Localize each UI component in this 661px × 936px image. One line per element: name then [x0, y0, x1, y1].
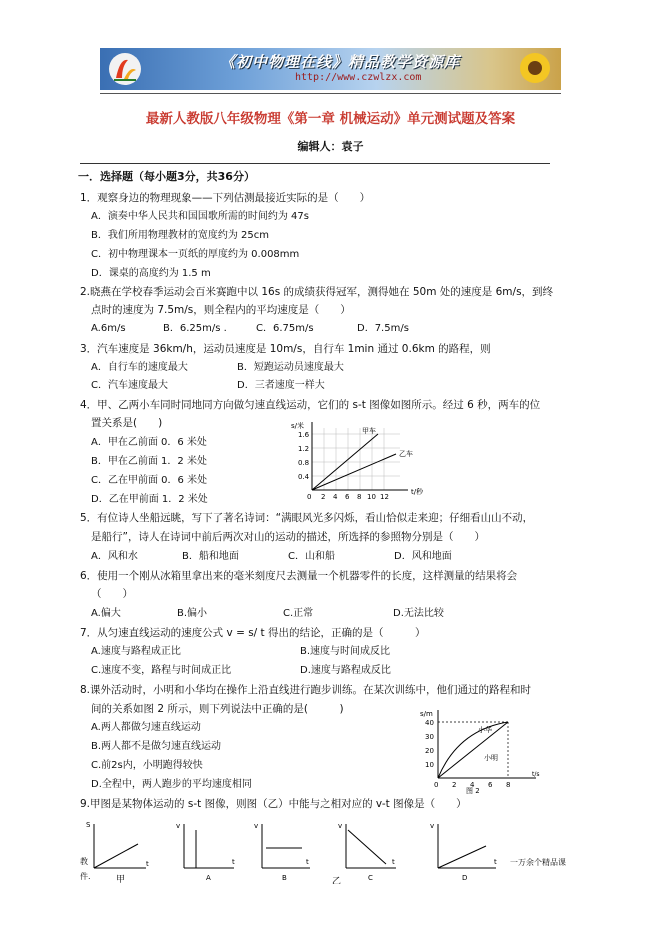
footer-right: 一万余个精品课 [510, 858, 566, 867]
q4-option-b: B．甲在乙前面 1．2 米处 [91, 456, 207, 467]
q4-xtick: 0 [307, 493, 312, 501]
svg-text:v: v [176, 822, 181, 830]
q8-ytick: 30 [425, 733, 434, 741]
q4-ytick: 1.2 [298, 445, 310, 453]
q2-option-c: C．6.75m/s [256, 323, 314, 334]
svg-text:v: v [338, 822, 343, 830]
q6-stem-line1: 6．使用一个刚从冰箱里拿出来的毫米刻度尺去测量一个机器零件的长度，这样测量的结果将会 [80, 570, 518, 582]
q8-option-c: C.前2s内，小明跑得较快 [91, 760, 203, 771]
q5-option-b: B．船和地面 [182, 551, 239, 562]
q5-stem-line1: 5．有位诗人坐船远眺，写下了著名诗词：“满眼风光多闪烁，看山恰似走来迎；仔细看山山不动， [80, 512, 534, 524]
q8-option-b: B.两人都不是做匀速直线运动 [91, 741, 222, 752]
q4-ytick: 0.4 [298, 473, 310, 481]
q2-stem-line2: 点时的速度为 7.5m/s，则全程内的平均速度是（ ） [91, 304, 351, 316]
svg-text:v: v [254, 822, 259, 830]
q8-stem-line2: 间的关系如图 2 所示，则下列说法中正确的是( ) [91, 703, 344, 715]
q8-stem-line1: 8.课外活动时，小明和小华均在操作上沿直线进行跑步训练。在某次训练中，他们通过的路程和时 [80, 684, 532, 696]
q4-xtick: 8 [357, 493, 362, 501]
q2-stem-line1: 2.晓燕在学校春季运动会百米赛跑中以 16s 的成绩获得冠军，测得她在 50m 处的速度是 6m/s，到终 [80, 286, 554, 298]
q7-option-d: D.速度与路程成反比 [300, 665, 391, 676]
q8-series-xiaohua-label: 小华 [478, 726, 492, 734]
banner-title: 《初中物理在线》精品教学资源库 [220, 53, 461, 71]
q4-ytick: 0.8 [298, 459, 310, 467]
q6-option-c: C.正常 [283, 608, 314, 619]
q7-stem: 7．从匀速直线运动的速度公式 v = s/ t 得出的结论，正确的是（ ） [80, 627, 426, 639]
q9-label-c: C [368, 874, 373, 882]
footer-left-1: 教 [80, 857, 88, 866]
q8-xtick: 0 [434, 781, 439, 789]
q5-option-c: C．山和船 [288, 551, 335, 562]
header-rule [100, 93, 561, 94]
editor-line: 编辑人：袁子 [297, 140, 364, 153]
q8-ylabel: s/m [420, 710, 433, 718]
section-rule [80, 163, 550, 164]
svg-text:t: t [392, 858, 395, 866]
q7-option-c: C.速度不变，路程与时间成正比 [91, 665, 232, 676]
q5-option-a: A．风和水 [91, 551, 138, 562]
q4-xlabel: t/秒 [411, 488, 424, 496]
q9-graphs [86, 818, 506, 884]
q8-xtick: 8 [506, 781, 511, 789]
q1-option-b: B．我们所用物理教材的宽度约为 25cm [91, 230, 270, 241]
q3-stem: 3．汽车速度是 36km/h，运动员速度是 10m/s，自行车 1min 通过 0.6km 的路程，则 [80, 343, 491, 355]
q9-label-b: B [282, 874, 287, 882]
svg-text:t: t [146, 860, 149, 868]
q7-option-b: B.速度与时间成反比 [300, 646, 391, 657]
q8-series-xiaoming-label: 小明 [484, 754, 498, 762]
q8-xlabel: t/s [532, 771, 540, 778]
q1-option-a: A．演奏中华人民共和国国歌所需的时间约为 47s [91, 211, 309, 222]
q4-xtick: 6 [345, 493, 350, 501]
q4-ylabel: s/米 [291, 422, 305, 430]
q8-xtick: 2 [452, 781, 457, 789]
q8-xtick: 4 [470, 781, 475, 789]
q6-option-b: B.偏小 [177, 608, 208, 619]
q6-option-a: A.偏大 [91, 608, 121, 619]
q4-series-yi-line [312, 454, 396, 490]
q4-xtick: 10 [367, 493, 376, 501]
q9-graph-c [338, 822, 396, 868]
document-title: 最新人教版八年级物理《第一章 机械运动》单元测试题及答案 [145, 111, 516, 127]
q4-ytick: 1.6 [298, 431, 310, 439]
q3-option-c: C．汽车速度最大 [91, 380, 168, 391]
q4-series-yi-label: 乙车 [399, 450, 413, 458]
q9-label-d: D [462, 874, 468, 882]
q9-graph-jia [86, 821, 149, 868]
q1-stem: 1．观察身边的物理现象——下列估测最接近实际的是（ ） [80, 192, 371, 204]
q2-option-d: D．7.5m/s [357, 323, 409, 334]
q9-label-a: A [206, 874, 211, 882]
q4-option-a: A．甲在乙前面 0．6 米处 [91, 437, 207, 448]
q8-option-a: A.两人都做匀速直线运动 [91, 722, 201, 733]
q9-label-jia: 甲 [116, 875, 126, 884]
q4-stem-line1: 4．甲、乙两小车同时同地同方向做匀速直线运动，它们的 s-t 图像如图所示。经过 6 秒，两车的位 [80, 399, 541, 411]
q9-graph-b [254, 822, 310, 868]
q5-stem-line2: 是船行”，诗人在诗词中前后两次对山的运动的描述，所选择的参照物分别是（ ） [91, 531, 485, 543]
q8-ytick: 20 [425, 747, 434, 755]
q4-series-jia-label: 甲车 [362, 427, 376, 435]
q9-stem: 9.甲图是某物体运动的 s-t 图像，则图（乙）中能与之相对应的 v-t 图像是（ ） [80, 798, 467, 810]
q8-ytick: 40 [425, 719, 434, 727]
q8-option-d: D.全程中，两人跑步的平均速度相同 [91, 779, 252, 790]
q8-figure-caption: 图 2 [466, 787, 480, 794]
q3-option-a: A．自行车的速度最大 [91, 362, 188, 373]
q4-xtick: 4 [333, 493, 338, 501]
sunflower-icon [515, 48, 555, 88]
q2-option-a: A.6m/s [91, 323, 126, 334]
q6-option-d: D.无法比较 [393, 608, 444, 619]
q4-stem-line2: 置关系是( ) [91, 417, 163, 429]
q9-graph-d [430, 822, 497, 868]
svg-text:t: t [232, 858, 235, 866]
q4-option-c: C．乙在甲前面 0．6 米处 [91, 475, 208, 486]
q3-option-b: B．短跑运动员速度最大 [237, 362, 344, 373]
q8-st-graph [418, 708, 548, 794]
header-banner [100, 48, 561, 90]
q8-ytick: 10 [425, 761, 434, 769]
site-logo-icon [108, 52, 142, 86]
q6-stem-line2: （ ） [91, 588, 133, 600]
q4-st-graph [290, 420, 440, 502]
q3-option-d: D．三者速度一样大 [237, 380, 325, 391]
q4-option-d: D．乙在甲前面 1．2 米处 [91, 494, 208, 505]
svg-text:v: v [430, 822, 435, 830]
q8-xtick: 6 [488, 781, 493, 789]
q4-xtick: 12 [380, 493, 389, 501]
q1-option-d: D．课桌的高度约为 1.5 m [91, 268, 211, 279]
q2-option-b: B．6.25m/s . [163, 323, 227, 334]
q9-label-yi: 乙 [332, 877, 342, 884]
q4-xtick: 2 [321, 493, 326, 501]
q9-graph-a [176, 822, 235, 868]
q5-option-d: D．风和地面 [394, 551, 452, 562]
svg-text:t: t [494, 858, 497, 866]
section-heading: 一．选择题（每小题3分，共36分） [78, 170, 255, 183]
footer-left-2: 件. [80, 872, 91, 881]
q1-option-c: C．初中物理课本一页纸的厚度约为 0.008mm [91, 249, 300, 260]
svg-text:S: S [86, 821, 91, 829]
svg-text:t: t [306, 858, 309, 866]
q7-option-a: A.速度与路程成正比 [91, 646, 181, 657]
banner-url[interactable]: http://www.czwlzx.com [295, 72, 422, 83]
q8-series-xiaoming-line [438, 722, 508, 778]
